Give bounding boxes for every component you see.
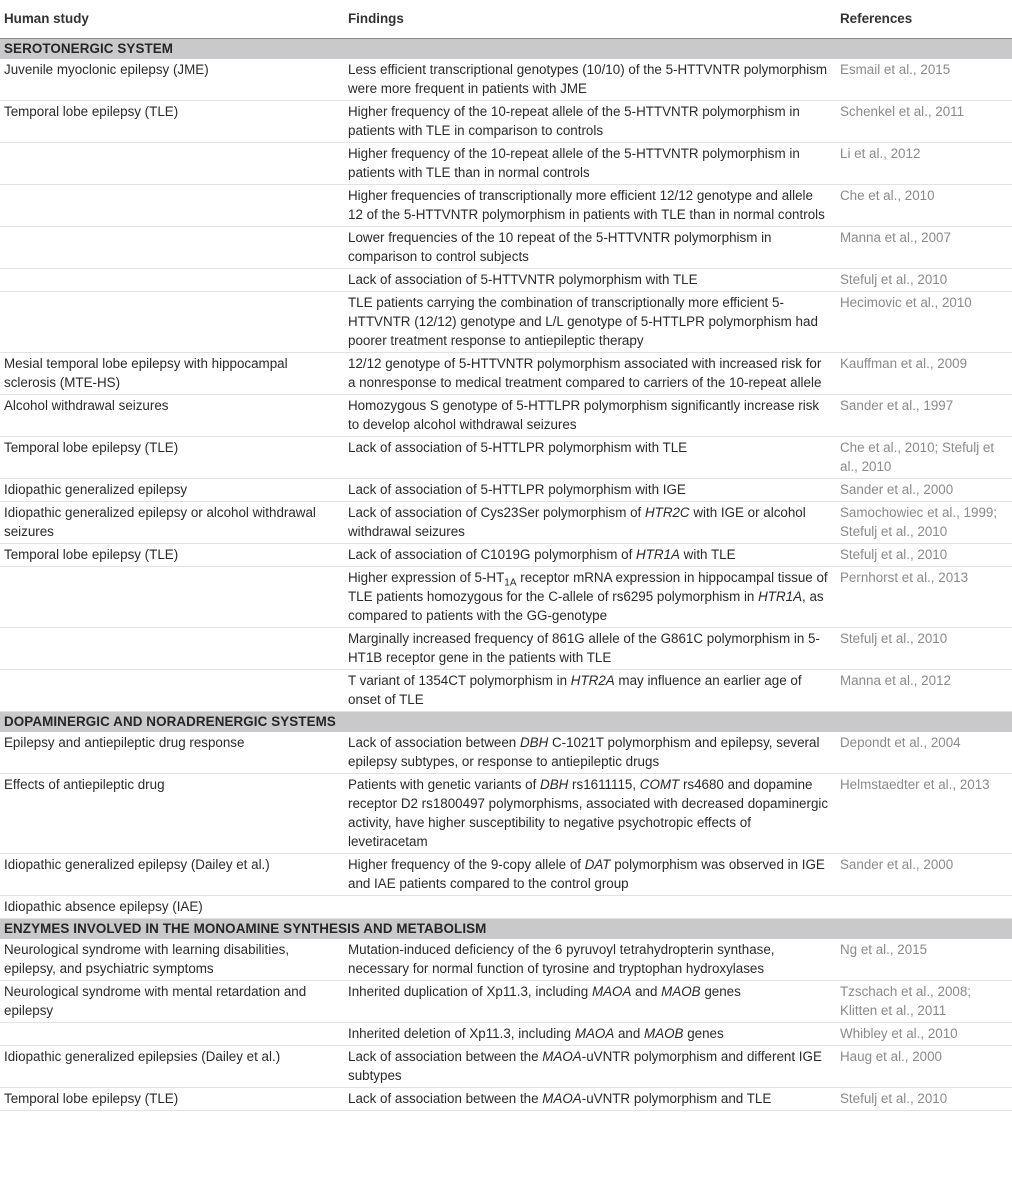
- reference-cell: Haug et al., 2000: [836, 1046, 1012, 1088]
- finding-text: polymorphism was observed in IGE and IAE patients compared to the control group: [348, 857, 825, 891]
- finding-text: Higher frequency of the 10-repeat allele of the 5-HTTVNTR polymorphism in patients with TLE in comparison to controls: [348, 104, 800, 138]
- human-study-cell: Temporal lobe epilepsy (TLE): [0, 1088, 344, 1111]
- table-row: [0, 353, 1012, 395]
- human-study-cell: [0, 292, 344, 353]
- finding-text: Higher frequencies of transcriptionally more efficient 12/12 genotype and allele 12 of the 5-HTTVNTR polymorphism in patients with TLE than in normal controls: [348, 188, 825, 222]
- table-row: [0, 939, 1012, 981]
- human-study-cell: Idiopathic generalized epilepsies (Dailey et al.): [0, 1046, 344, 1088]
- reference-cell: Depondt et al., 2004: [836, 732, 1012, 774]
- finding-text: 12/12 genotype of 5-HTTVNTR polymorphism associated with increased risk for a nonresponse to medical treatment compared to carriers of the 10-repeat allele: [348, 356, 822, 390]
- findings-cell: [344, 1046, 836, 1088]
- reference-cell: Stefulj et al., 2010: [836, 269, 1012, 292]
- human-study-cell: Mesial temporal lobe epilepsy with hippocampal sclerosis (MTE-HS): [0, 353, 344, 395]
- finding-text: Higher frequency of the 10-repeat allele of the 5-HTTVNTR polymorphism in patients with TLE than in normal controls: [348, 146, 800, 180]
- findings-cell: [344, 854, 836, 896]
- reference-cell: Ng et al., 2015: [836, 939, 1012, 981]
- section-header-row: [0, 39, 1012, 60]
- human-study-cell: [0, 227, 344, 269]
- table-row: [0, 269, 1012, 292]
- human-study-cell: [0, 185, 344, 227]
- finding-text: -uVNTR polymorphism and TLE: [581, 1091, 772, 1106]
- findings-cell: [344, 269, 836, 292]
- finding-text: Lower frequencies of the 10 repeat of the 5-HTTVNTR polymorphism in comparison to control subjects: [348, 230, 772, 264]
- reference-cell: Manna et al., 2012: [836, 670, 1012, 712]
- findings-cell: [344, 732, 836, 774]
- section-header-row: [0, 919, 1012, 940]
- findings-cell: [344, 59, 836, 101]
- reference-cell: Stefulj et al., 2010: [836, 1088, 1012, 1111]
- finding-text: TLE patients carrying the combination of transcriptionally more efficient 5-HTTVNTR (12/12) genotype and L/L genotype of 5-HTTLPR polymorphism had poorer treatment response to antiepileptic therapy: [348, 295, 818, 348]
- gene-name: HTR2C: [644, 505, 690, 520]
- human-study-cell: Epilepsy and antiepileptic drug response: [0, 732, 344, 774]
- table-row: [0, 1088, 1012, 1111]
- gene-name: MAOA: [542, 1091, 582, 1106]
- human-study-cell: [0, 567, 344, 628]
- table-row: [0, 143, 1012, 185]
- reference-cell: Tzschach et al., 2008; Klitten et al., 2011: [836, 981, 1012, 1023]
- human-study-cell: Idiopathic generalized epilepsy (Dailey et al.): [0, 854, 344, 896]
- reference-cell: Stefulj et al., 2010: [836, 544, 1012, 567]
- header-row: [0, 0, 1012, 39]
- finding-text: Lack of association of C1019G polymorphism of: [348, 547, 637, 562]
- reference-cell: Hecimovic et al., 2010: [836, 292, 1012, 353]
- findings-cell: [344, 981, 836, 1023]
- table-row: [0, 732, 1012, 774]
- table-row: [0, 567, 1012, 628]
- reference-cell: Sander et al., 2000: [836, 854, 1012, 896]
- table-row: [0, 437, 1012, 479]
- finding-text: with IGE or alcohol withdrawal seizures: [348, 505, 806, 539]
- finding-text: Lack of association of 5-HTTLPR polymorphism with TLE: [348, 440, 688, 455]
- table-row: [0, 185, 1012, 227]
- finding-text: T variant of 1354CT polymorphism in: [348, 673, 571, 688]
- reference-cell: Manna et al., 2007: [836, 227, 1012, 269]
- findings-cell: [344, 1088, 836, 1111]
- human-study-cell: [0, 269, 344, 292]
- table-row: [0, 854, 1012, 896]
- finding-text: Lack of association of 5-HTTVNTR polymorphism with TLE: [348, 272, 698, 287]
- human-study-cell: [0, 670, 344, 712]
- gene-name: COMT: [639, 777, 680, 792]
- findings-cell: [344, 479, 836, 502]
- findings-cell: [344, 502, 836, 544]
- header-references: References: [836, 0, 1012, 39]
- findings-cell: [344, 544, 836, 567]
- finding-text: Mutation-induced deficiency of the 6 pyruvoyl tetrahydropterin synthase, necessary for normal function of tyrosine and tryptophan hydroxylases: [348, 942, 775, 976]
- gene-name: DBH: [519, 735, 549, 750]
- findings-cell: [344, 437, 836, 479]
- finding-text: receptor mRNA expression in hippocampal tissue of TLE patients homozygous for the C-allele of rs6295 polymorphism in: [348, 570, 828, 604]
- human-study-cell: Temporal lobe epilepsy (TLE): [0, 101, 344, 143]
- reference-cell: Che et al., 2010; Stefulj et al., 2010: [836, 437, 1012, 479]
- table-row: [0, 59, 1012, 101]
- gene-name: DAT: [584, 857, 611, 872]
- finding-text: and: [631, 984, 662, 999]
- gene-name: MAOA: [542, 1049, 582, 1064]
- human-study-cell: Neurological syndrome with learning disabilities, epilepsy, and psychiatric symptoms: [0, 939, 344, 981]
- reference-cell: Helmstaedter et al., 2013: [836, 774, 1012, 854]
- reference-cell: Kauffman et al., 2009: [836, 353, 1012, 395]
- human-study-cell: Alcohol withdrawal seizures: [0, 395, 344, 437]
- table-row: [0, 981, 1012, 1023]
- findings-cell: [344, 939, 836, 981]
- subscript-text: 1A: [504, 577, 517, 589]
- finding-text: Higher expression of 5-HT: [348, 570, 505, 585]
- gene-name: MAOB: [644, 1026, 684, 1041]
- gene-name: MAOB: [661, 984, 701, 999]
- table-body: [0, 39, 1012, 1111]
- finding-text: rs4680 and dopamine receptor D2 rs1800497 polymorphisms, associated with decreased dopaminergic activity, have higher susceptibility to negative psychotropic effects of levetiracetam: [348, 777, 829, 849]
- gene-name: MAOA: [591, 984, 632, 999]
- gene-name: HTR2A: [570, 673, 615, 688]
- section-title: ENZYMES INVOLVED IN THE MONOAMINE SYNTHESIS AND METABOLISM: [0, 919, 1012, 940]
- finding-text: Homozygous S genotype of 5-HTTLPR polymorphism significantly increase risk to develop alcohol withdrawal seizures: [348, 398, 820, 432]
- human-study-cell: Effects of antiepileptic drug: [0, 774, 344, 854]
- section-title: SEROTONERGIC SYSTEM: [0, 39, 1012, 60]
- findings-cell: [344, 227, 836, 269]
- table-row: [0, 670, 1012, 712]
- finding-text: with TLE: [679, 547, 736, 562]
- finding-text: genes: [683, 1026, 724, 1041]
- finding-text: Lack of association of 5-HTTLPR polymorphism with IGE: [348, 482, 686, 497]
- human-study-cell: Juvenile myoclonic epilepsy (JME): [0, 59, 344, 101]
- finding-text: -uVNTR polymorphism and different IGE subtypes: [348, 1049, 822, 1083]
- human-study-cell: [0, 1023, 344, 1046]
- findings-cell: [344, 353, 836, 395]
- findings-cell: [344, 567, 836, 628]
- finding-text: Inherited deletion of Xp11.3, including: [348, 1026, 575, 1041]
- table-row: [0, 227, 1012, 269]
- table-row: [0, 1023, 1012, 1046]
- findings-cell: [344, 670, 836, 712]
- table-row: [0, 544, 1012, 567]
- finding-text: Less efficient transcriptional genotypes (10/10) of the 5-HTTVNTR polymorphism were more frequent in patients with JME: [348, 62, 828, 96]
- table-row: [0, 896, 1012, 919]
- reference-cell: [836, 896, 1012, 919]
- table-row: [0, 774, 1012, 854]
- gene-name: HTR1A: [758, 589, 803, 604]
- human-study-cell: Temporal lobe epilepsy (TLE): [0, 544, 344, 567]
- table-row: [0, 479, 1012, 502]
- reference-cell: Schenkel et al., 2011: [836, 101, 1012, 143]
- gene-name: HTR1A: [636, 547, 680, 562]
- human-study-cell: Idiopathic absence epilepsy (IAE): [0, 896, 344, 919]
- section-header-row: [0, 712, 1012, 733]
- reference-cell: Esmail et al., 2015: [836, 59, 1012, 101]
- reference-cell: Whibley et al., 2010: [836, 1023, 1012, 1046]
- human-study-cell: Idiopathic generalized epilepsy: [0, 479, 344, 502]
- table-row: [0, 292, 1012, 353]
- reference-cell: Pernhorst et al., 2013: [836, 567, 1012, 628]
- reference-cell: Sander et al., 2000: [836, 479, 1012, 502]
- findings-cell: [344, 185, 836, 227]
- finding-text: Higher frequency of the 9-copy allele of: [348, 857, 585, 872]
- section-title: DOPAMINERGIC AND NORADRENERGIC SYSTEMS: [0, 712, 1012, 733]
- header-human-study: Human study: [0, 0, 344, 39]
- findings-cell: [344, 1023, 836, 1046]
- finding-text: may influence an earlier age of onset of TLE: [348, 673, 802, 707]
- findings-cell: [344, 101, 836, 143]
- table-row: [0, 395, 1012, 437]
- finding-text: Marginally increased frequency of 861G allele of the G861C polymorphism in 5-HT1B receptor gene in the patients with TLE: [348, 631, 820, 665]
- findings-cell: [344, 628, 836, 670]
- gene-name: MAOA: [574, 1026, 615, 1041]
- finding-text: Inherited duplication of Xp11.3, including: [348, 984, 592, 999]
- reference-cell: Che et al., 2010: [836, 185, 1012, 227]
- finding-text: Patients with genetic variants of: [348, 777, 541, 792]
- finding-text: Lack of association of Cys23Ser polymorphism of: [348, 505, 645, 520]
- finding-text: Lack of association between the: [348, 1049, 543, 1064]
- gene-name: DBH: [540, 777, 569, 792]
- finding-text: , as compared to patients with the GG-genotype: [348, 589, 824, 623]
- header-findings: Findings: [344, 0, 836, 39]
- human-study-cell: [0, 628, 344, 670]
- findings-cell: [344, 143, 836, 185]
- human-study-cell: Neurological syndrome with mental retardation and epilepsy: [0, 981, 344, 1023]
- table-row: [0, 502, 1012, 544]
- human-study-cell: [0, 143, 344, 185]
- reference-cell: Sander et al., 1997: [836, 395, 1012, 437]
- finding-text: Lack of association between the: [348, 1091, 543, 1106]
- table-row: [0, 1046, 1012, 1088]
- findings-cell: [344, 395, 836, 437]
- finding-text: Lack of association between: [348, 735, 520, 750]
- human-study-cell: Idiopathic generalized epilepsy or alcohol withdrawal seizures: [0, 502, 344, 544]
- finding-text: rs1611115,: [568, 777, 640, 792]
- reference-cell: Li et al., 2012: [836, 143, 1012, 185]
- table-row: [0, 101, 1012, 143]
- finding-text: and: [614, 1026, 645, 1041]
- reference-cell: Samochowiec et al., 1999; Stefulj et al., 2010: [836, 502, 1012, 544]
- findings-cell: [344, 774, 836, 854]
- findings-cell: [344, 292, 836, 353]
- findings-cell: [344, 896, 836, 919]
- finding-text: genes: [700, 984, 741, 999]
- reference-cell: Stefulj et al., 2010: [836, 628, 1012, 670]
- finding-text: C-1021T polymorphism and epilepsy, several epilepsy subtypes, or response to antiepileptic drugs: [348, 735, 820, 769]
- human-study-cell: Temporal lobe epilepsy (TLE): [0, 437, 344, 479]
- table-row: [0, 628, 1012, 670]
